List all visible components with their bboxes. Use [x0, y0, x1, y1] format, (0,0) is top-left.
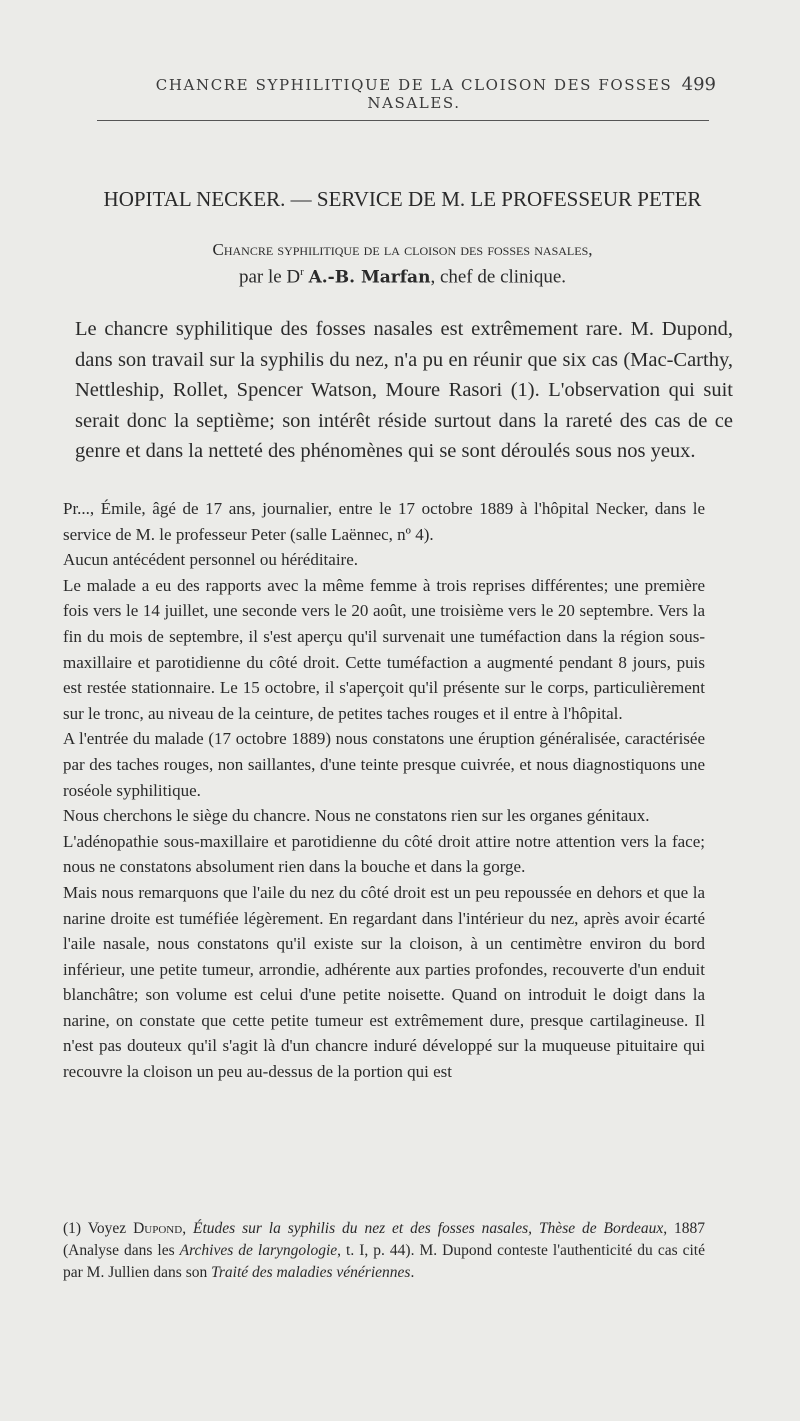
body-paragraph-5: Nous cherchons le siège du chancre. Nous ne constatons rien sur les organes génitaux.: [63, 806, 650, 826]
footnote-mid: , 1887 (Analyse dans les: [63, 1220, 706, 1259]
byline-sup: r: [300, 266, 304, 278]
footnote-journal: Archives de laryngologie: [179, 1242, 338, 1259]
byline: [70, 266, 735, 288]
footnote-book: Traité des maladies vénériennes: [211, 1264, 411, 1281]
body-paragraph-3: Le malade a eu des rapports avec la même femme à trois reprises différentes; une première fois vers le 14 juillet, une seconde vers le 20 août, une troisième vers le 20 septembre. Vers la fin du mois de septembre, il s'est aperçu qu'il survenait une tuméfaction dans la région sous-maxillaire et parotidienne du côté droit. Cette tuméfaction a augmenté pendant 8 jours, puis est restée stationnaire. Le 15 octobre, il s'aperçoit qu'il présente sur le corps, particulièrement sur le tronc, au niveau de la ceinture, de petites taches rouges et il entre à l'hôpital.: [63, 575, 705, 723]
footnote-text: [63, 1218, 705, 1284]
footnote-work: Études sur la syphilis du nez et des fosses nasales, Thèse de Bordeaux: [192, 1220, 664, 1237]
byline-prefix: par le D: [238, 266, 301, 288]
body-paragraph-1: Pr..., Émile, âgé de 17 ans, journalier, entre le 17 octobre 1889 à l'hôpital Necker, dans le service de M. le professeur Peter (salle Laënnec, nº 4).: [63, 499, 705, 544]
body-paragraph-2: Aucun antécédent personnel ou héréditaire.: [63, 550, 359, 570]
footnote-author: Dupond: [133, 1220, 183, 1237]
intro-section: [75, 314, 733, 467]
header-rule: [97, 120, 709, 121]
body-paragraph-6: L'adénopathie sous-maxillaire et parotidienne du côté droit attire notre attention vers la face; nous ne constatons absolument rien dans la bouche et dans la gorge.: [63, 831, 705, 877]
footnote-mid2: , t. I, p. 44). M. Dupond conteste l'authenticité du cas cité par M. Jullien dans son: [63, 1242, 705, 1281]
footnote-sep: ,: [182, 1220, 193, 1237]
footnote: [63, 1218, 705, 1284]
footnote-end: .: [410, 1264, 415, 1281]
article-title: HOPITAL NECKER. — SERVICE DE M. LE PROFESSEUR PETER: [103, 187, 702, 211]
running-header: CHANCRE SYPHILITIQUE DE LA CLOISON DES FOSSES NASALES.: [155, 76, 673, 112]
footnote-marker: (1) Voyez: [63, 1220, 127, 1237]
page-number: 499: [681, 74, 716, 95]
article-subtitle: Chancre syphilitique de la cloison des fosses nasales,: [212, 240, 593, 259]
body-paragraph-4: A l'entrée du malade (17 octobre 1889) nous constatons une éruption généralisée, caractérisée par des taches rouges, non saillantes, d'une teinte presque cuivrée, et nous diagnostiquons une roséole syphilitique.: [63, 729, 705, 800]
case-report: [63, 496, 705, 1085]
byline-suffix: , chef de clinique.: [430, 266, 567, 288]
author-name: A.-B. Marfan: [308, 267, 431, 288]
intro-paragraph: Le chancre syphilitique des fosses nasales est extrêmement rare. M. Dupond, dans son travail sur la syphilis du nez, n'a pu en réunir que six cas (Mac-Carthy, Nettleship, Rollet, Spencer Watson, Moure Rasori (1). L'observation qui suit serait donc la septième; son intérêt réside surtout dans la rareté des cas de ce genre et dans la netteté des phénomènes qui se sont déroulés sous nos yeux.: [75, 318, 733, 462]
body-paragraph-7: Mais nous remarquons que l'aile du nez du côté droit est un peu repoussée en dehors et que la narine droite est tuméfiée légèrement. En regardant dans l'intérieur du nez, après avoir écarté l'aile nasale, nous constatons qu'il existe sur la cloison, à un centimètre environ du bord inférieur, une petite tumeur, arrondie, adhérente aux parties profondes, recouverte d'un enduit blanchâtre; son volume est celui d'une petite noisette. Quand on introduit le doigt dans la narine, on constate que cette petite tumeur est extrêmement dure, presque cartilagineuse. Il n'est pas douteux qu'il s'agit là d'un chancre induré développé sur la muqueuse pituitaire qui recouvre la cloison un peu au-dessus de la portion qui est: [63, 882, 705, 1082]
